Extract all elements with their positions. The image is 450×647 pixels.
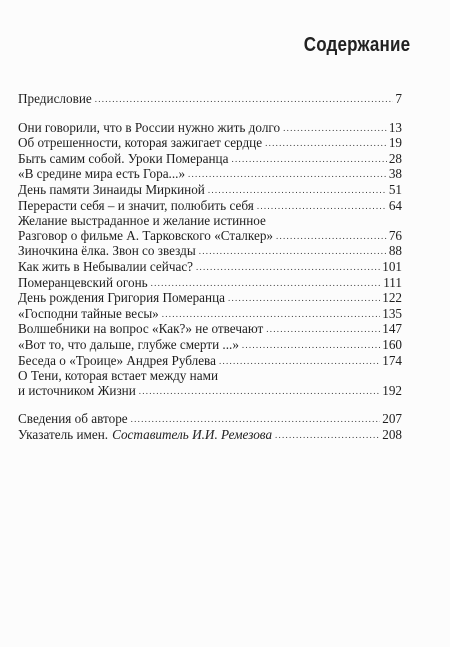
toc-entry[interactable] (18, 338, 402, 354)
toc-page-number: 51 (388, 181, 402, 197)
toc-entry-title-line: О Тени, которая встает между нами (18, 368, 219, 384)
toc-entry-title: Сведения об авторе (18, 411, 128, 427)
toc-entry[interactable] (18, 369, 402, 399)
toc-page-number: 101 (382, 258, 402, 274)
toc-entry-title: День памяти Зинаиды Миркиной (18, 181, 205, 197)
toc-entry-title: и источником Жизни (18, 382, 136, 398)
dot-leader (242, 338, 380, 353)
toc-page-number: 147 (382, 321, 402, 337)
toc-page-number: 122 (382, 290, 402, 306)
toc-page-number: 160 (382, 336, 402, 352)
toc-entry-title: Указатель имен. (18, 426, 109, 442)
toc-page-number: 76 (388, 227, 402, 243)
toc-entry[interactable] (18, 322, 402, 338)
toc-entry[interactable] (18, 307, 402, 323)
toc-page-number: 135 (382, 305, 402, 321)
toc-entry-title: Беседа о «Троице» Андрея Рублева (18, 352, 216, 368)
toc-entry-title: День рождения Григория Померанца (18, 290, 225, 306)
toc-page-number: 192 (382, 382, 402, 398)
toc-page-number: 7 (395, 91, 402, 106)
toc-entry[interactable] (18, 121, 402, 137)
dot-leader (95, 92, 394, 107)
dot-leader (266, 322, 380, 337)
toc-entry-title: Волшебники на вопрос «Как?» не отвечают (18, 321, 264, 337)
toc-entry[interactable] (18, 214, 402, 244)
toc-entry-title-line: Желание выстраданное и желание истинное (18, 213, 266, 229)
dot-leader (199, 244, 387, 259)
toc-page-number: 174 (382, 352, 402, 368)
dot-leader (283, 121, 387, 136)
dot-leader (131, 412, 381, 427)
toc-entry-title: Они говорили, что в России нужно жить долго (18, 119, 281, 135)
dot-leader (231, 152, 386, 167)
dot-leader (276, 229, 387, 244)
toc-entry-title: Зиночкина ёлка. Звон со звезды (18, 243, 196, 259)
toc-entry[interactable] (18, 167, 402, 183)
toc-group (18, 412, 402, 443)
dot-leader (257, 199, 387, 214)
dot-leader (208, 183, 387, 198)
dot-leader (196, 260, 380, 275)
dot-leader (228, 291, 380, 306)
toc-page-number: 38 (388, 166, 402, 182)
toc-page-number: 28 (388, 150, 402, 166)
toc-page-number: 208 (382, 426, 402, 442)
toc-entry-title: Предисловие (18, 91, 92, 106)
toc-entry[interactable] (18, 428, 402, 444)
toc-entry[interactable] (18, 136, 402, 152)
toc-entry[interactable] (18, 291, 402, 307)
toc-entry-title: Померанцевский огонь (18, 274, 148, 290)
dot-leader (265, 136, 387, 151)
toc-page-number: 64 (388, 197, 402, 213)
table-of-contents (18, 92, 402, 456)
toc-entry-title: «Вот то, что дальше, глубже смерти ...» (18, 336, 239, 352)
toc-entry-title: Перерасти себя – и значит, полюбить себя (18, 197, 254, 213)
dot-leader (162, 307, 380, 322)
toc-entry[interactable] (18, 92, 402, 108)
toc-page-number: 207 (382, 411, 402, 427)
toc-entry[interactable] (18, 199, 402, 215)
dot-leader (151, 276, 382, 291)
toc-entry-title: «Господни тайные весы» (18, 305, 159, 321)
toc-entry[interactable] (18, 412, 402, 428)
toc-entry[interactable] (18, 276, 402, 292)
toc-entry-title: Разговор о фильме А. Тарковского «Сталкер» (18, 227, 274, 243)
toc-entry-compiler: Составитель И.И. Ремезова (112, 426, 273, 442)
dot-leader (139, 384, 380, 399)
dot-leader (275, 428, 380, 443)
toc-entry-title: «В средине мира есть Гора...» (18, 166, 186, 182)
toc-entry[interactable] (18, 152, 402, 168)
dot-leader (219, 354, 380, 369)
toc-entry-title: Об отрешенности, которая зажигает сердце (18, 135, 263, 151)
toc-entry[interactable] (18, 244, 402, 260)
toc-page-number: 111 (383, 274, 402, 290)
toc-group (18, 92, 402, 108)
page-title: Содержание (303, 34, 410, 56)
toc-entry-title: Как жить в Небывалии сейчас? (18, 258, 194, 274)
toc-page-number: 13 (388, 119, 402, 135)
toc-page-number: 88 (388, 243, 402, 259)
toc-entry[interactable] (18, 354, 402, 370)
toc-group (18, 121, 402, 400)
dot-leader (188, 167, 387, 182)
toc-entry[interactable] (18, 260, 402, 276)
toc-page-number: 19 (388, 135, 402, 151)
toc-entry-title: Быть самим собой. Уроки Померанца (18, 150, 229, 166)
toc-entry[interactable] (18, 183, 402, 199)
